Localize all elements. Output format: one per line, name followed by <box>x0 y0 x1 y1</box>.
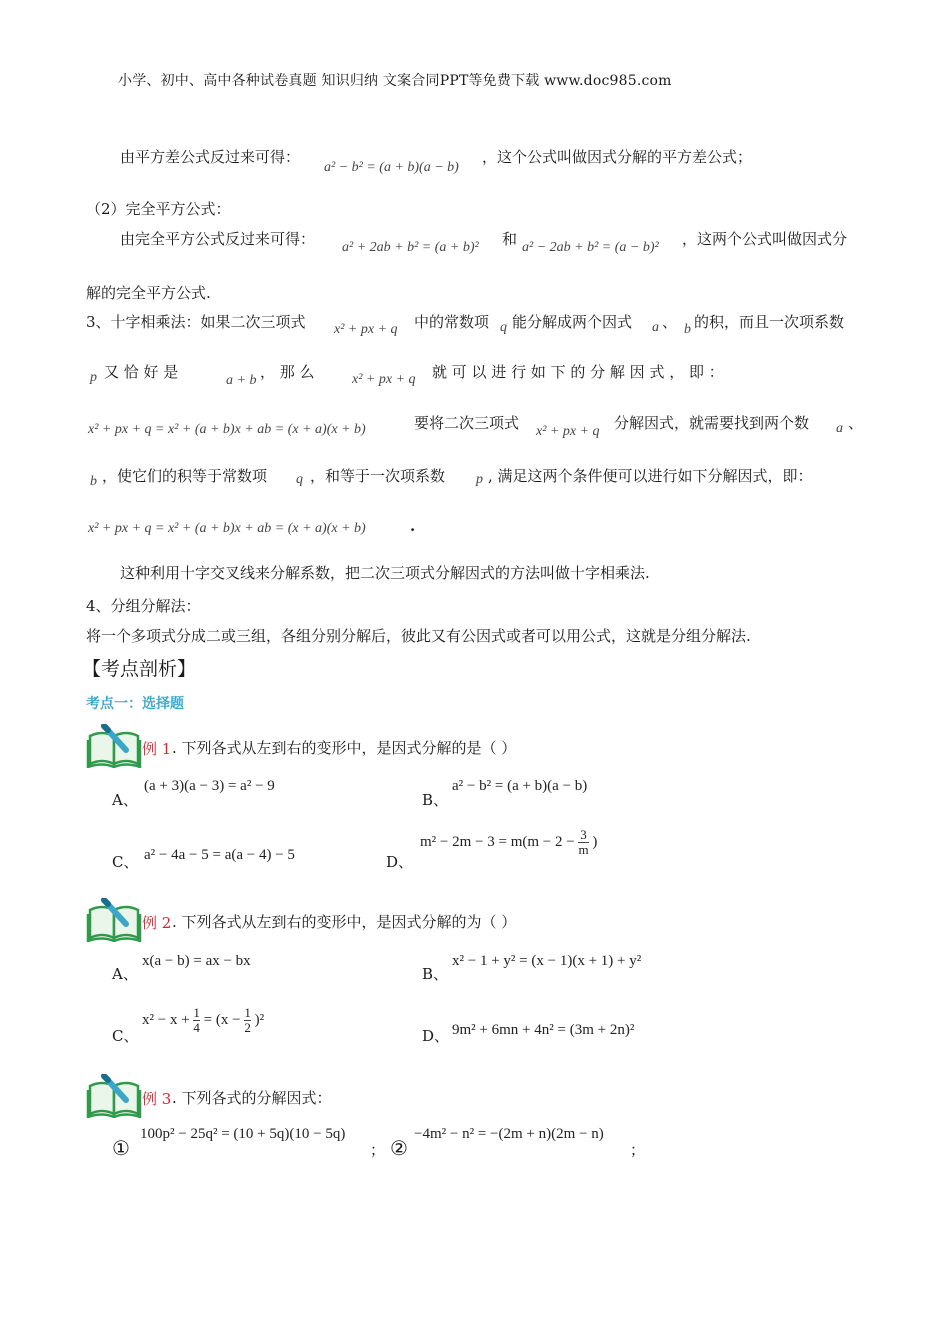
ex1-d-post: ) <box>592 833 598 850</box>
book-pencil-icon <box>86 898 142 942</box>
ex2-c-frac-1 <box>193 1006 200 1035</box>
example-1-label: 例 1 <box>142 740 172 758</box>
ex2-option-a-label: A、 <box>112 965 138 983</box>
p2-formula-2: a² − 2ab + b² = (a − b)² <box>522 240 659 255</box>
example-1-question: . 下列各式从左到右的变形中，是因式分解的是（ ） <box>172 739 517 757</box>
ex2-option-c <box>142 1006 264 1035</box>
ex1-option-d-label: D、 <box>386 853 414 871</box>
ex1-option-a: (a + 3)(a − 3) = a² − 9 <box>144 778 275 794</box>
p1-pre: 由平方差公式反过来可得： <box>120 148 301 166</box>
p3-l1d: 的积，而且一次项系数 <box>694 313 845 331</box>
p3-a: a <box>652 320 659 335</box>
ex2-option-d-label: D、 <box>422 1027 450 1045</box>
p3-l1f: x² + px + q <box>334 322 398 337</box>
ex1-d-fraction <box>578 828 588 857</box>
p3-l4-b: b <box>90 474 97 489</box>
ex1-option-b: a² − b² = (a + b)(a − b) <box>452 778 588 794</box>
p1-formula: a² − b² = (a + b)(a − b) <box>324 160 459 175</box>
p3-l5f: x² + px + q = x² + (a + b)x + ab = (x + a)(x + b) <box>88 521 366 536</box>
p3-l5dot: . <box>410 517 416 535</box>
p3-apb: a + b <box>226 373 257 388</box>
p4-text: 将一个多项式分成二或三组，各组分别分解后，彼此又有公因式或者可以用公式，这就是分组分解法. <box>86 627 751 645</box>
ex2-option-c-label: C、 <box>112 1027 139 1045</box>
p3-l1b: 中的常数项 <box>414 313 490 331</box>
p3-l4-p: p <box>476 472 483 487</box>
ex2-c-pre: x² − x + <box>142 1011 190 1028</box>
p3-b: b <box>684 322 691 337</box>
ex2-c-num-1: 1 <box>193 1005 200 1020</box>
p3-q: q <box>500 320 507 335</box>
p3-l1a: 3、十字相乘法：如果二次三项式 <box>86 313 306 331</box>
ex2-c-den-2: 2 <box>244 1020 251 1035</box>
ex2-c-post: )² <box>254 1011 265 1028</box>
ex2-c-num-2: 1 <box>244 1005 251 1020</box>
ex1-option-a-label: A、 <box>112 791 138 809</box>
p3-p: p <box>90 370 97 385</box>
p3-l6: 这种利用十字交叉线来分解系数，把二次三项式分解因式的方法叫做十字相乘法. <box>120 564 650 582</box>
p3-l2c: 就 可 以 进 行 如 下 的 分 解 因 式 ， 即 ： <box>432 363 724 381</box>
ex1-option-d <box>420 828 597 857</box>
ex1-option-c: a² − 4a − 5 = a(a − 4) − 5 <box>144 847 295 863</box>
book-pencil-icon <box>86 1074 142 1118</box>
p2-heading: （2）完全平方公式： <box>86 200 231 218</box>
ex2-option-b-label: B、 <box>422 965 449 983</box>
ex1-d-num: 3 <box>580 827 587 842</box>
page-header: 小学、初中、高中各种试卷真题 知识归纳 文案合同PPT等免费下载 www.doc985.com <box>118 73 672 89</box>
example-3-question: . 下列各式的分解因式： <box>172 1089 332 1107</box>
ex3-semicolon-2: ； <box>630 1141 646 1159</box>
ex3-formula-1: 100p² − 25q² = (10 + 5q)(10 − 5q) <box>140 1126 346 1142</box>
ex2-c-mid: = (x − <box>203 1011 241 1028</box>
p2-post: ，这两个公式叫做因式分 <box>682 230 848 248</box>
p3-l3b: 分解因式，就需要找到两个数 <box>614 414 810 432</box>
ex1-d-den: m <box>578 842 589 857</box>
p3-l2b: ， 那 么 <box>260 363 315 381</box>
section-title: 【考点剖析】 <box>82 658 197 680</box>
p3-sep: 、 <box>662 313 678 331</box>
kaodian-heading: 考点一：选择题 <box>86 696 184 712</box>
p3-l3a: 要将二次三项式 <box>414 414 520 432</box>
p1-post: ，这个公式叫做因式分解的平方差公式； <box>482 148 753 166</box>
p3-l4-q: q <box>296 472 303 487</box>
p3-l1c: 能分解成两个因式 <box>512 313 633 331</box>
ex2-c-frac-2 <box>244 1006 251 1035</box>
example-3-label: 例 3 <box>142 1090 172 1108</box>
example-2-question: . 下列各式从左到右的变形中，是因式分解的为（ ） <box>172 913 517 931</box>
ex2-c-den-1: 4 <box>193 1020 200 1035</box>
ex2-option-d: 9m² + 6mn + 4n² = (3m + 2n)² <box>452 1022 635 1038</box>
example-2-label: 例 2 <box>142 914 172 932</box>
ex3-semicolon-1: ； <box>370 1141 386 1159</box>
p3-l2f: x² + px + q <box>352 372 416 387</box>
p2-and: 和 <box>502 230 518 248</box>
ex1-option-c-label: C、 <box>112 853 139 871</box>
ex2-option-a: x(a − b) = ax − bx <box>142 953 251 969</box>
p3-l4c: , 满足这两个条件便可以进行如下分解因式，即： <box>488 467 813 485</box>
p4-heading: 4、分组分解法： <box>86 597 201 615</box>
ex3-formula-2: −4m² − n² = −(2m + n)(2m − n) <box>414 1126 604 1142</box>
book-pencil-icon <box>86 724 142 768</box>
p2-cont: 解的完全平方公式. <box>86 284 211 302</box>
p2-formula-1: a² + 2ab + b² = (a + b)² <box>342 240 479 255</box>
p3-l4a: ，使它们的积等于常数项 <box>102 467 268 485</box>
ex1-d-pre: m² − 2m − 3 = m(m − 2 − <box>420 833 575 850</box>
p3-l3sep: 、 <box>848 414 864 432</box>
ex3-circle-2: ② <box>390 1136 408 1160</box>
p3-l3-a: a <box>836 421 843 436</box>
ex1-option-b-label: B、 <box>422 791 449 809</box>
p3-l3f: x² + px + q = x² + (a + b)x + ab = (x + a)(x + b) <box>88 422 366 437</box>
ex2-option-b: x² − 1 + y² = (x − 1)(x + 1) + y² <box>452 953 642 969</box>
p3-l2a: 又 恰 好 是 <box>104 363 179 381</box>
p3-l3g: x² + px + q <box>536 424 600 439</box>
ex3-circle-1: ① <box>112 1136 130 1160</box>
p2-pre: 由完全平方公式反过来可得： <box>120 230 316 248</box>
p3-l4b: ，和等于一次项系数 <box>310 467 446 485</box>
